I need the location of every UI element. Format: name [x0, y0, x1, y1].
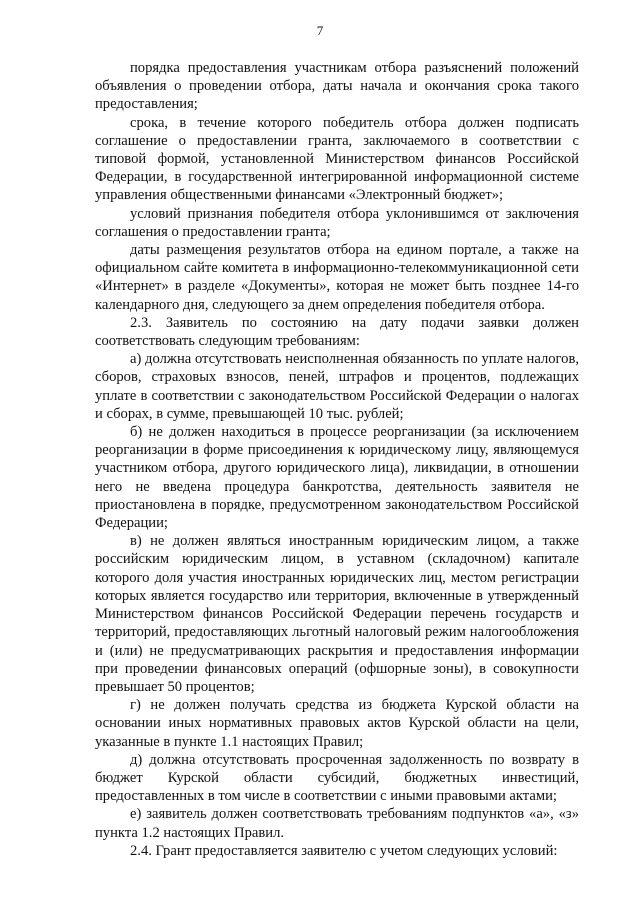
paragraph: условий признания победителя отбора уклонившимся от заключения соглашения о предоставлении гранта;: [95, 205, 579, 240]
paragraph: срока, в течение которого победитель отбора должен подписать соглашение о предоставлении гранта, заключаемого в соответствии с типовой формой, установленной Министерством финансов Российской Федерации, в государственной интегрированной информационной системе управления общественными финансами «Электронный бюджет»;: [95, 114, 579, 204]
document-body: [95, 59, 579, 860]
requirement-a: а) должна отсутствовать неисполненная обязанность по уплате налогов, сборов, страховых взносов, пеней, штрафов и процентов, подлежащих уплате в соответствии с законодательством Российской Федерации о налогах и сборах, в сумме, превышающей 10 тыс. рублей;: [95, 351, 579, 422]
section-2-3: 2.3. Заявитель по состоянию на дату подачи заявки должен соответствовать следующим требованиям:: [95, 314, 579, 350]
requirement-e: е) заявитель должен соответствовать требованиям подпунктов «а», «з» пункта 1.2 настоящих Правил.: [95, 806, 579, 841]
requirement-g: г) не должен получать средства из бюджета Курской области на основании иных нормативных правовых актов Курской области на цели, указанные в пункте 1.1 настоящих Правил;: [95, 697, 579, 750]
section-2-4: 2.4. Грант предоставляется заявителю с учетом следующих условий:: [130, 842, 558, 859]
page-number: 7: [316, 23, 324, 38]
paragraph: даты размещения результатов отбора на едином портале, а также на официальном сайте комитета в информационно-телекоммуникационной сети «Интернет» в разделе «Документы», которая не может быть позднее 14-го календарного дня, следующего за днем определения победителя отбора.: [95, 242, 579, 313]
requirement-b: б) не должен находиться в процессе реорганизации (за исключением реорганизации в форме присоединения к юридическому лицу, являющемуся участником отбора, другого юридического лица), ликвидации, в отношении него не введена процедура банкротства, деятельность заявителя не приостановлена в порядке, предусмотренном законодательством Российской Федерации;: [95, 424, 579, 532]
requirement-d: д) должна отсутствовать просроченная задолженность по возврату в бюджет Курской области субсидий, бюджетных инвестиций, предоставленных в том числе в соответствии с иными правовыми актами;: [95, 751, 579, 805]
requirement-v: в) не должен являться иностранным юридическим лицом, а также российским юридическим лицом, в уставном (складочном) капитале которого доля участия иностранных юридических лиц, местом регистрации которых является государство или территория, включенные в утвержденный Министерством финансов Российской Федерации перечень государств и территорий, предоставляющих льготный налоговый режим налогообложения и (или) не предусматривающих раскрытия и предоставления информации при проведении финансовых операций (офшорные зоны), в совокупности превышает 50 процентов;: [95, 533, 579, 695]
paragraph: порядка предоставления участникам отбора разъяснений положений объявления о проведении отбора, даты начала и окончания срока такого предоставления;: [95, 60, 579, 113]
